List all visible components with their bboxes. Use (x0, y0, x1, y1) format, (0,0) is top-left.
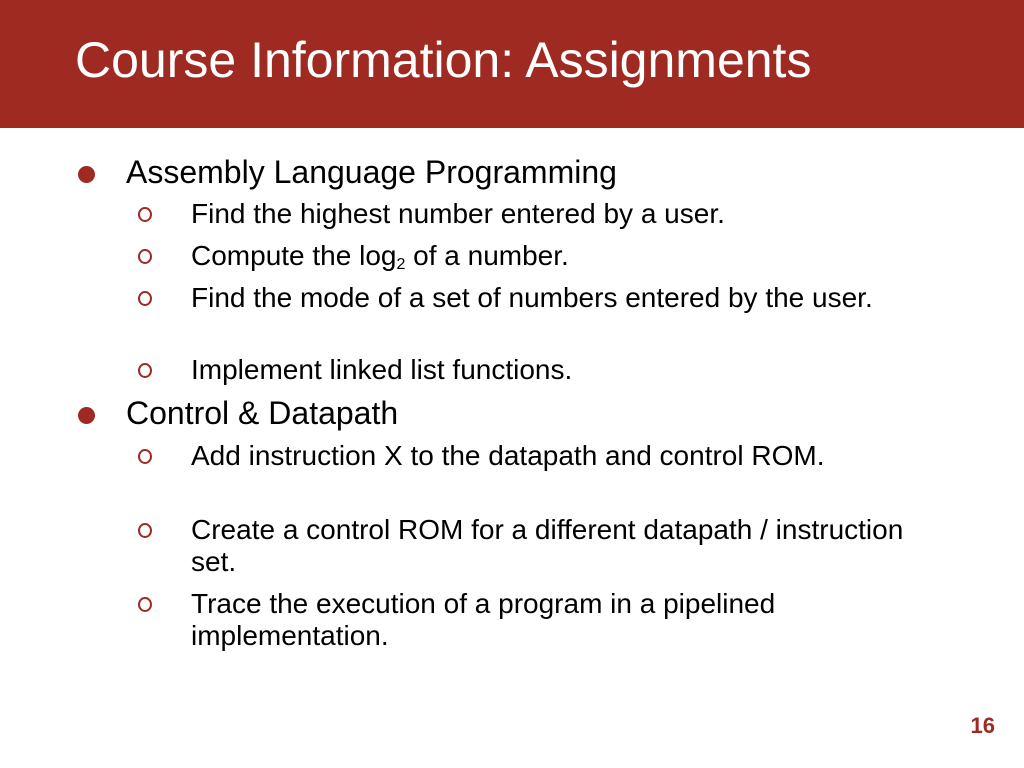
sub-bullet-text: Add instruction X to the datapath and control ROM. (191, 440, 825, 471)
log-subscript: 2 (396, 256, 406, 273)
sub-bullet-text (191, 240, 951, 272)
section-label: Assembly Language Programming (126, 154, 617, 190)
hollow-circle-bullet-icon (138, 207, 152, 222)
hollow-circle-bullet-icon (138, 449, 152, 464)
log-text-suffix: of a number. (405, 240, 569, 271)
log-text: Compute the log (191, 240, 397, 271)
sub-bullet-text: Find the highest number entered by a user. (191, 198, 725, 229)
bullet-control-datapath (78, 393, 978, 433)
sub-bullet-text: Trace the execution of a program in a pipelined implementation. (191, 588, 776, 651)
filled-circle-bullet-icon (78, 407, 95, 424)
sub-bullet-text: Implement linked list functions. (191, 354, 573, 385)
sub-bullet-text: Find the mode of a set of numbers entered by the user. (191, 282, 873, 313)
hollow-circle-bullet-icon (138, 597, 152, 612)
bullet-assembly-language-programming (78, 152, 978, 192)
hollow-circle-bullet-icon (138, 363, 152, 378)
hollow-circle-bullet-icon (138, 523, 152, 538)
hollow-circle-bullet-icon (138, 249, 152, 264)
hollow-circle-bullet-icon (138, 291, 152, 306)
page-number: 16 (970, 713, 995, 738)
slide-title: Course Information: Assignments (75, 32, 812, 88)
sub-bullet-text: Create a control ROM for a different datapath / instruction set. (191, 514, 904, 577)
filled-circle-bullet-icon (78, 166, 95, 183)
title-bar (0, 0, 1024, 128)
section-label: Control & Datapath (126, 395, 399, 431)
